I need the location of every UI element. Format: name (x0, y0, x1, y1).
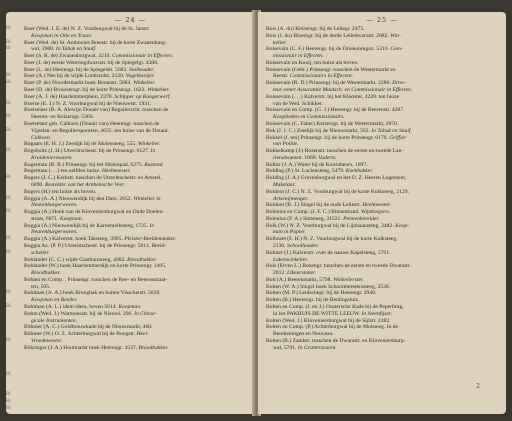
entry-occupation: Commissionairs in Effecten. (289, 73, 354, 80)
entry-text: Boer (A.) Nes bij de wijde Lombardst. 2120. (24, 73, 125, 80)
entry-text: Bolt (A.) Beerenmarkt, 5798. (266, 276, 332, 283)
entry-occupation: Koopman en Reeder. (31, 297, 78, 304)
entry-occupation: Win- (390, 32, 401, 39)
directory-entry (24, 189, 251, 196)
entry-text: Bohlander (C. C.) wijde Gasthuissteeg, 4082. (24, 256, 126, 263)
margin-mark: Bi (6, 114, 11, 120)
entry-text: Boissevain en Kooij, ten huize als boven. (266, 59, 359, 66)
entry-occupation: Griffier (389, 134, 407, 141)
directory-entry (24, 162, 251, 169)
margin-mark: Bi (6, 148, 11, 154)
directory-entry (266, 189, 500, 196)
directory-entry (24, 243, 251, 250)
margin-mark: Bi (6, 209, 11, 215)
entry-text: Boissevain (. . .) Kalverstr. bij het Klooster, 4220. ten huize (266, 93, 400, 100)
entry-continuation (24, 155, 251, 162)
entry-occupation: Broodbakker. (127, 256, 157, 263)
right-page-number: — 25 — (366, 16, 398, 24)
entry-occupation: In (150, 148, 156, 155)
entry-text: van de Wed. Schikker. (273, 100, 323, 107)
directory-entry (24, 107, 251, 114)
entry-text: Boer (J. de) eerste Weteringdwarsstr. bij de Spiegelgr. 4388. (24, 59, 159, 66)
entry-occupation: Broodbakker. (31, 270, 61, 277)
entry-text: Boissevain (R. D.) Prinsengr. bij de Westermarkt, 2280. (266, 80, 391, 87)
entry-text: Bohlander (W.) hoek Haarlemmerdijk en korte Prinsengr. 1405. (24, 263, 167, 270)
entry-text: Boissevain (C. Faber) Keizersgr. bij de Westermarkt, 2870. (266, 120, 399, 127)
entry-text: Bolhuset (F. H.) N. Z. Voorburgwal bij de korte Kolksteeg, (266, 236, 398, 243)
entry-continuation (24, 318, 251, 325)
entry-occupation: Rustend. (144, 161, 164, 168)
entry-text: ten, 505. (31, 283, 51, 290)
entry-occupation: Artsenijmenger. (273, 195, 309, 202)
entry-text: Heeren- en Keizersgr. 5366. (31, 114, 94, 121)
entry-occupation: Calkoen. (31, 134, 52, 141)
entry-continuation (266, 196, 500, 203)
directory-entry (266, 26, 500, 33)
entry-text: Bolding (P.) St. Luciensteeg, 5479. (266, 168, 345, 175)
entry-continuation (266, 101, 500, 108)
entry-text: Bogaars (E. H. J.) Zeedijk bij de Molensteeg, 555. (24, 141, 137, 148)
entry-text: Bogerman (. . .) ten zelfden huize. (24, 168, 101, 175)
entry-continuation (24, 182, 251, 189)
entry-text: wal, 3900. (31, 46, 55, 53)
entry-occupation: In Chirur- (134, 310, 158, 317)
directory-entry (24, 223, 251, 230)
directory-entry (266, 250, 500, 257)
entry-occupation: Pennenbereider. (343, 215, 380, 222)
directory-entry (266, 33, 500, 40)
entry-continuation (266, 53, 500, 60)
left-page-text (24, 26, 251, 352)
entry-text: Boer (P. de) Noordermarkt hoek Boomstr. 5684. (24, 80, 132, 87)
entry-occupation: Bestelder van het Arnhemsche Veer. (45, 181, 125, 188)
entry-text: straat, 6071. (31, 215, 59, 222)
entry-continuation (24, 46, 251, 53)
entry-text: Bok (J. J. C.) Zeedijk bij de Nieuwmarkt, 562. (266, 127, 370, 134)
entry-continuation (266, 270, 500, 277)
directory-entry (266, 94, 500, 101)
entry-text: Böhmer (W.) O. Z. Achterburgwal bij de Boogstr. (24, 331, 136, 338)
entry-text: Bogeholtz (J. H.) Utrechtschestr. bij de Prinsengr. 6127. (24, 148, 150, 155)
entry-occupation: Com- (390, 46, 403, 53)
left-margin-marks (6, 26, 20, 413)
directory-entry (266, 277, 500, 284)
entry-text: Boer (D. de) Brouwersgr. bij de korte Prinsengr. 1623. (24, 87, 146, 94)
entry-text: Bolten (B.) Heerengr. bij de Beulingsluis. (266, 297, 360, 304)
entry-occupation: Lakenwinkelier. (273, 256, 309, 263)
entry-text: Bohlman (A. L.) idem idem, hoven 5614. (24, 304, 117, 311)
entry-text: Bolten (Wed. J.) Kloveniersburgwal bij de Sijlstr. 2282. (266, 317, 391, 324)
margin-mark: Bi (6, 236, 11, 242)
entry-occupation: Koop- (395, 222, 410, 229)
directory-entry (24, 60, 251, 67)
directory-entry (266, 202, 500, 209)
entry-occupation: Vogelkooijer. (125, 73, 155, 80)
corner-mark: 2 (476, 383, 480, 390)
entry-text: Bolenius en Comp. (J. F. C.) Binnenkand. (266, 209, 360, 216)
entry-text: Bois (J. du) Bloemgr. bij de derde Leliedwarsstr. 2082. (266, 32, 389, 39)
margin-mark: Bi (6, 46, 11, 52)
entry-occupation: In Tabak en Snuif. (55, 46, 97, 53)
entry-text: Bolbrr (J. A.) Water bij de Koornbeurs, 1097. (266, 161, 368, 168)
entry-text: Boggia (A.) Hoek van de Kloveniersburgwal en Oude Doelen- (24, 209, 165, 216)
entry-continuation (266, 182, 500, 189)
entry-text: Boetselaer geb. Calkoen (Douair van) Heerengr. tusschen de (24, 120, 160, 127)
entry-text: Bogerman (B. R.) Prinsengr. bij het Molenpad, 6275. (24, 161, 144, 168)
entry-text: Bohlman (A. A.) hoek Brooghak en buiten Visscherstr. 5618. (24, 290, 161, 297)
entry-text: Boissevain en Comp. (G. J.) Heerengr. bij de Beerenstr. 4287. (266, 107, 405, 114)
entry-occupation: gicale Instrumenten. (31, 317, 77, 324)
directory-entry (24, 209, 251, 216)
directory-entry (24, 196, 251, 203)
entry-continuation (24, 202, 251, 209)
entry-continuation (24, 270, 251, 277)
entry-occupation: Neurenburgerwaren. (31, 229, 78, 236)
entry-occupation: teur eener Assurantie Maatsch. en Commissionair in Effecten. (273, 87, 413, 94)
margin-mark: Bi (6, 127, 11, 133)
right-page (258, 12, 506, 414)
directory-entry (24, 324, 251, 331)
margin-mark: Bi (6, 290, 11, 296)
entry-occupation: Vaderts. (318, 154, 337, 161)
entry-text: Boldoot (B. J.) Singel bij de oude Leliestr. (266, 202, 361, 209)
entry-occupation: Makelaar. (273, 181, 296, 188)
entry-text: riersdwarsstr. 1669. (273, 154, 317, 161)
directory-entry (24, 101, 251, 108)
margin-mark: Bi (6, 39, 11, 45)
entry-occupation: Direc- (392, 80, 407, 87)
entry-occupation: Heel- (136, 331, 149, 338)
directory-entry (24, 80, 251, 87)
entry-text: Boissevain (Gebr.) Prinsengr. tusschen de Westermarkt en (266, 66, 396, 73)
entry-text: Bolten (B.) Zandstr. tusschen de Dwarsstr. en Kloveniersburg- (266, 337, 406, 344)
directory-entry (24, 168, 251, 175)
directory-entry (266, 175, 500, 182)
margin-mark: Bi (6, 175, 11, 181)
entry-occupation: Schipper op Koogerwerf. (114, 93, 171, 100)
entry-continuation (266, 155, 500, 162)
margin-mark: Bi (6, 337, 11, 343)
entry-occupation: Vroedmeester. (31, 337, 63, 344)
entry-continuation (266, 141, 500, 148)
directory-entry (24, 175, 251, 182)
directory-entry (266, 107, 500, 114)
entry-occupation: Winkelier. (147, 87, 170, 94)
directory-entry (266, 121, 500, 128)
entry-occupation: Likeurstoker. (287, 270, 317, 277)
entry-text: Reestr. (273, 73, 289, 80)
entry-occupation: In Steenfijzer. (361, 310, 392, 317)
entry-text: Bolten (W. A.) Singel hoek Schoolmeesterssteeg, 2530. (266, 283, 391, 290)
entry-occupation: Winkelier. (138, 141, 161, 148)
directory-entry (266, 168, 500, 175)
directory-entry (266, 263, 500, 270)
entry-text: Bolten en Comp. (J. en J.) Oostersche Kade bij de Peperbrug, (266, 304, 404, 311)
margin-mark: Bi (6, 405, 11, 411)
entry-occupation: Koopman in Olie en Traan. (31, 32, 93, 39)
directory-entry (24, 331, 251, 338)
entry-continuation (266, 40, 500, 47)
entry-occupation: kelier. (273, 39, 287, 46)
entry-occupation: missionair in Effecten. (273, 53, 324, 60)
entry-text: Boggia (A. A.) Nieuwendijk bij den Dam, 2652. (24, 195, 132, 202)
entry-occupation: Koopman. (59, 215, 84, 222)
entry-continuation (24, 216, 251, 223)
margin-mark: Bi (6, 100, 11, 106)
entry-continuation (266, 257, 500, 264)
entry-text: Bogers (J. C.) Kerkstr. tusschen de Utrechtschestr. en Amstel, (24, 175, 162, 182)
margin-mark: Bi (6, 80, 11, 86)
directory-entry (266, 216, 500, 223)
entry-text: Bols (Erven L.) Rozengr. tusschen de eerste en tweede Dwarsstr. (266, 263, 411, 270)
entry-text: Boggia (A.) Nieuwendijk bij de Karnemelksteeg, 1725. (24, 222, 149, 229)
left-page (6, 12, 255, 414)
directory-entry (266, 338, 500, 345)
entry-occupation: Koopman. (118, 304, 142, 311)
margin-mark: Bi (6, 195, 11, 201)
directory-entry (24, 67, 251, 74)
directory-entry (266, 148, 500, 155)
entry-occupation: Commissionair in Effecten. (112, 53, 174, 60)
entry-occupation: Wijnkoopers. (360, 209, 391, 216)
entry-occupation: Stalhouder. (129, 66, 155, 73)
directory-entry (24, 290, 251, 297)
entry-text: Böhmer (A. C.) Goldbrouwkade bij de Nieuwmarkt, 460. (24, 324, 153, 331)
entry-occupation: Heelmeester. (362, 202, 391, 209)
entry-text: Boer (Wed. de) St. Anthonies Breestr. bij de korte Zwanenburg- (24, 39, 167, 46)
directory-entry (24, 40, 251, 47)
entry-text: Bolmer (J.) Kalverstr. over de nauwe Kapelsteeg, 5761. (266, 249, 391, 256)
entry-occupation: van Politie. (273, 141, 299, 148)
entry-text: Böhringer (J. A.) Houtmarkt hoek Heerengr. 4537. (24, 344, 138, 351)
entry-continuation (24, 128, 251, 135)
entry-continuation (24, 250, 251, 257)
directory-entry (24, 236, 251, 243)
directory-entry (266, 135, 500, 142)
entry-text: Bolten (M. P.) Leidschegr. bij de Heerengr. 2940. (266, 290, 377, 297)
directory-entry (24, 148, 251, 155)
entry-text: 2012. (273, 270, 286, 277)
margin-mark: Bi (6, 392, 11, 398)
entry-text: in het PAKHUIS DE WITTE LEEUW. (273, 310, 361, 317)
directory-entry (266, 128, 500, 135)
directory-entry (24, 87, 251, 94)
entry-text: Bois (A. du) Keizersgr. bij de Leliegr. 2475. (266, 26, 365, 32)
directory-entry (266, 304, 500, 311)
margin-mark: Bi (6, 26, 11, 31)
entry-text: Boerse (E. J.) N. Z. Voorburgwal bij de Nieuwestr. 1931. (24, 100, 152, 107)
entry-text: Boer (Wed. J. E. de) N. Z. Voorburgwal bij de St. Janstr. (24, 26, 150, 32)
entry-continuation (24, 338, 251, 345)
directory-entry (24, 141, 251, 148)
directory-entry (24, 304, 251, 311)
entry-text: Berekeningen en Nouveau. (273, 331, 334, 338)
entry-occupation: Koekbakker. (345, 168, 374, 175)
entry-continuation (266, 311, 500, 318)
directory-entry (266, 80, 500, 87)
entry-text: Bokkelkamp (J.) Rozenstr. tusschen de eerste en tweede Lau- (266, 148, 404, 155)
directory-entry (266, 284, 500, 291)
entry-continuation (266, 87, 500, 94)
margin-mark: Bi (6, 398, 11, 404)
entry-continuation (24, 284, 251, 291)
directory-entry (266, 60, 500, 67)
entry-continuation (24, 229, 251, 236)
entry-text: Boisevain (C. F.) Heerengr. bij de Driekoningstr. 5316. (266, 46, 389, 53)
entry-continuation (266, 114, 500, 121)
margin-mark: Bi (6, 304, 11, 310)
entry-occupation: Neurenburgerwaren. (31, 202, 78, 209)
directory-entry (266, 162, 500, 169)
entry-text: Boldoot (J. C.) N. Z. Voorburgwal bij de korte Kolksteeg, 2129. (266, 188, 409, 195)
entry-occupation: Pleister-Beeldenmaker. (124, 236, 177, 243)
entry-occupation: Winkelierster. (333, 276, 364, 283)
left-page-number: — 24 — (114, 16, 147, 24)
entry-occupation: man in Papier. (273, 229, 306, 236)
entry-continuation (266, 229, 500, 236)
entry-continuation (24, 114, 251, 121)
entry-text: Boggia Az. (P. P.) Utrechtschestr. bij de Prinsengr. 5814. (24, 243, 151, 249)
entry-text: Bohlen en Comp. , Prinsengr. tusschen de Ree- en Beerenstraat- (24, 276, 168, 283)
entry-text: Bolding (J. A.) Gravenburgwal en het O. Z. Heeren Logement, (266, 175, 407, 182)
entry-text: Bolten en Comp. (P.) Achterburgwal bij de Molsteeg. In de (266, 324, 398, 331)
directory-entry (266, 318, 500, 325)
entry-continuation (266, 243, 500, 250)
directory-entry (24, 94, 251, 101)
entry-text: Bogers (H.) ten huize als boven. (24, 188, 97, 195)
entry-continuation (24, 33, 251, 40)
entry-continuation (24, 135, 251, 142)
directory-entry (266, 324, 500, 331)
entry-continuation (24, 297, 251, 304)
right-page-text (266, 26, 500, 352)
entry-occupation: Broodbakker. (138, 344, 169, 351)
entry-text: Boer (L. de) Heerengr. bij de Spiegelstr. 5683. (24, 66, 128, 73)
entry-continuation (266, 345, 500, 352)
margin-mark: Bi (6, 73, 11, 79)
directory-entry (266, 290, 500, 297)
directory-entry (24, 345, 251, 352)
directory-entry (24, 26, 251, 33)
entry-text: Vijzelstr. en Regulierspoorten, 4635. ten huize van de Douair. (31, 127, 169, 134)
entry-continuation (266, 73, 500, 80)
directory-entry (266, 209, 500, 216)
entry-text: Bokkel (J. ten) Prinsengr. bij de korte Prinsengr. 6170. (266, 134, 388, 141)
directory-entry (266, 297, 500, 304)
directory-entry (24, 257, 251, 264)
entry-occupation: Heelmeester. (101, 168, 131, 175)
entry-text: Boer (S. R. de) Zwanenburgwal, 4210. (24, 53, 111, 60)
entry-text: Boggia (A.) Kalverstr. hoek Taksteeg, 3905. (24, 236, 123, 243)
directory-entry (24, 53, 251, 60)
entry-continuation (266, 331, 500, 338)
entry-occupation: In (149, 222, 155, 229)
entry-text: Bolk (W.) N. Z. Voorburgwal bij de Lijnbaansteeg, 2482. (266, 222, 394, 229)
directory-entry (266, 223, 500, 230)
entry-occupation: Winkelier. (133, 80, 156, 87)
directory-entry (24, 121, 251, 128)
directory-entry (24, 73, 251, 80)
directory-entry (24, 277, 251, 284)
margin-mark: Bi (6, 371, 11, 377)
entry-text: Bohm (Wed. J.) Warmoesstr. bij de Nieuwl. 206. (24, 310, 133, 317)
entry-occupation: Kruidenierswaren. (31, 154, 73, 161)
entry-occupation: In Gruttersvaren. (297, 344, 337, 351)
entry-occupation: Winkelier in (133, 195, 161, 202)
entry-text: Bolenius (F. A.) Sintsteeg, 31531. (266, 215, 342, 222)
entry-text: Boer (A. J. de) Haarlemmerplein, 2270. (24, 93, 114, 100)
entry-occupation: Beeld- (151, 243, 167, 249)
entry-text: 2130. (273, 243, 286, 249)
directory-entry (266, 67, 500, 74)
entry-occupation: In Tabak en Snuif. (371, 127, 412, 134)
directory-entry (266, 46, 500, 53)
margin-mark: Bi (6, 249, 11, 255)
directory-entry (266, 236, 500, 243)
directory-entry (24, 311, 251, 318)
entry-text: wal, 5791. (273, 344, 297, 351)
entry-occupation: schetter. (31, 249, 50, 256)
entry-occupation: Schoolhouder. (287, 243, 319, 249)
entry-occupation: Kooplieden en Commissionairs. (273, 114, 345, 121)
entry-text: 6090. (31, 181, 44, 188)
entry-text: Boetselaer (B. A. Alewijn Douair van) Regulierschr. tusschen de (24, 107, 169, 114)
directory-entry (24, 263, 251, 270)
